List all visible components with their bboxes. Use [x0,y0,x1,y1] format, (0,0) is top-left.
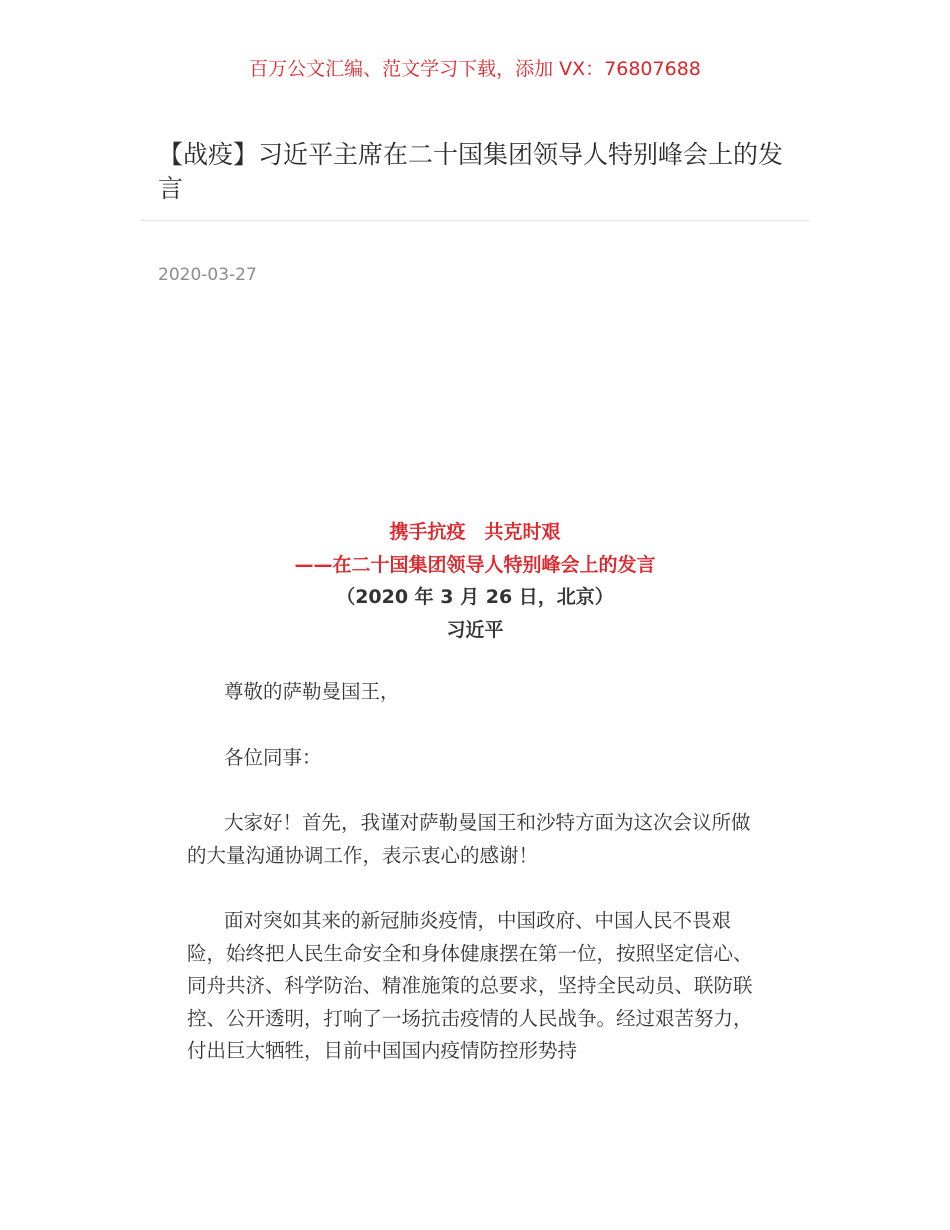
article-title: 【战疫】习近平主席在二十国集团领导人特别峰会上的发言 [158,140,784,203]
title-divider [140,220,810,221]
publish-date: 2020-03-27 [158,265,257,285]
paragraph-address: 各位同事： [224,745,322,769]
paragraph: 大家好！首先，我谨对萨勒曼国王和沙特方面为这次会议所做的大量沟通协调工作，表示衷心的感谢！ [187,811,751,867]
paragraph: 面对突如其来的新冠肺炎疫情，中国政府、中国人民不畏艰险，始终把人民生命安全和身体健康摆在第一位，按照坚定信心、同舟共济、科学防治、精准施策的总要求，坚持全民动员、联防联控、公开透明，打响了一场抗击疫情的人民战争。经过艰苦努力，付出巨大牺牲，目前中国国内疫情防控形势持 [187,909,753,1062]
speech-date-location: （2020 年 3 月 26 日，北京） [336,586,614,608]
speech-title: 携手抗疫 共克时艰 [389,521,561,543]
speech-subtitle: ——在二十国集团领导人特别峰会上的发言 [294,553,656,576]
promo-banner: 百万公文汇编、范文学习下载，添加 VX：76807688 [249,58,701,80]
speech-body [187,676,765,1101]
speech-heading [0,516,950,646]
paragraph-salutation: 尊敬的萨勒曼国王， [224,680,400,703]
speech-speaker: 习近平 [446,618,504,641]
